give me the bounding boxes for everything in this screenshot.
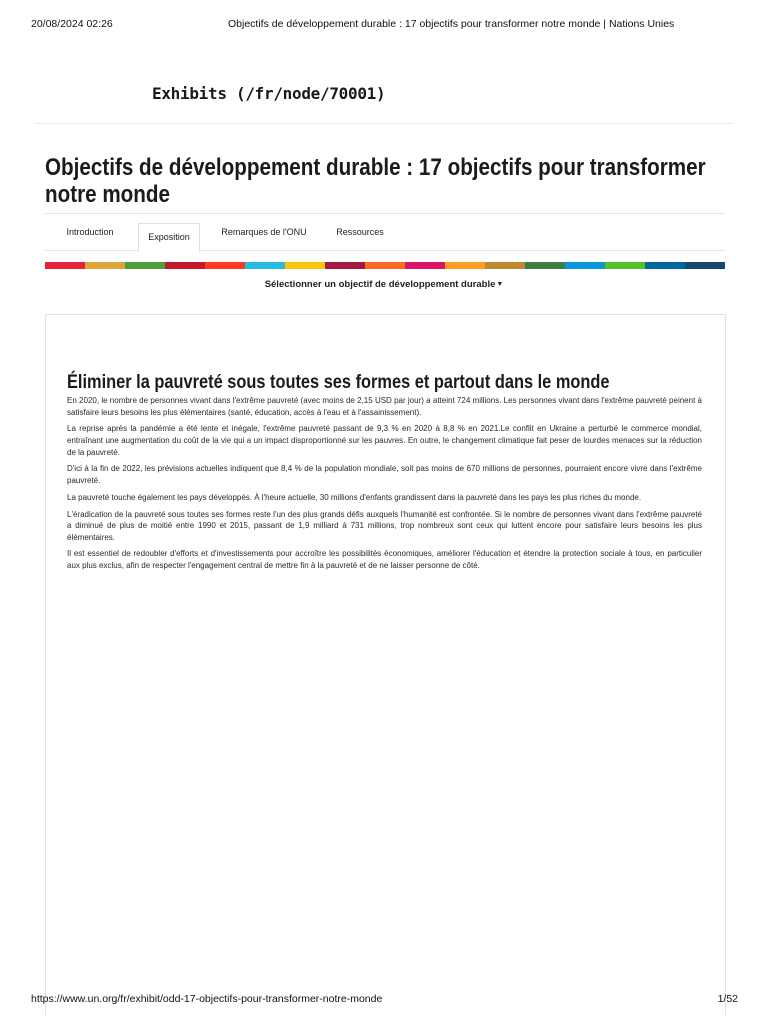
goal-selector-label: Sélectionner un objectif de développement durable	[264, 279, 496, 290]
sdg-color-segment-4	[165, 262, 205, 269]
sdg-color-segment-7	[285, 262, 325, 269]
tab-bar	[45, 213, 725, 251]
goal-heading: Éliminer la pauvreté sous toutes ses formes et partout dans le monde	[67, 371, 610, 393]
sdg-color-segment-9	[365, 262, 405, 269]
sdg-color-segment-5	[205, 262, 245, 269]
sdg-color-segment-6	[245, 262, 285, 269]
goal-paragraph: La reprise après la pandémie a été lente et inégale, l'extrême pauvreté passant de 9,3 % en 2020 à 8,8 % en 2021.Le conflit en Ukraine a perturbé le commerce mondial, entraînant une augmentation du coût de la vie qui a un impact disproportionné sur les pauvres. En outre, le changement climatique fait peser de lourdes menaces sur la réduction de la pauvreté.	[67, 424, 702, 457]
print-datetime: 20/08/2024 02:26	[31, 18, 113, 30]
goal-paragraph: Il est essentiel de redoubler d'efforts et d'investissements pour accroître les possibilités économiques, améliorer l'éducation et étendre la protection sociale à tous, en particulier aux plus exclus, afin de respecter l'engagement central de mettre fin à la pauvreté et de ne laisser personne de côté.	[67, 549, 702, 571]
tab-exposition[interactable]: Exposition	[138, 223, 200, 252]
sdg-color-segment-2	[85, 262, 125, 269]
goal-paragraph: En 2020, le nombre de personnes vivant dans l'extrême pauvreté (avec moins de 2,15 USD par jour) a atteint 724 millions. Les personnes vivant dans l'extrême pauvreté peinent à satisfaire leurs besoins les plus élémentaires (santé, éducation, accès à l'eau et à l'assainissement).	[67, 396, 702, 417]
tab-introduction[interactable]: Introduction	[66, 227, 114, 237]
print-header	[0, 18, 768, 32]
goal-paragraph: D'ici à la fin de 2022, les prévisions actuelles indiquent que 8,4 % de la population mondiale, soit pas moins de 670 millions de personnes, pourraient encore vivre dans l'extrême pauvreté.	[67, 464, 702, 485]
sdg-color-bar	[45, 262, 725, 269]
sdg-color-segment-17	[685, 262, 725, 269]
goal-paragraph: La pauvreté touche également les pays développés. À l'heure actuelle, 30 millions d'enfants grandissent dans la pauvreté dans les pays les plus riches du monde.	[67, 492, 642, 502]
goal-body	[67, 395, 702, 577]
page-title: Objectifs de développement durable : 17 objectifs pour transformer notre monde	[45, 154, 706, 208]
print-page-number: 1/52	[717, 993, 738, 1005]
sdg-color-segment-13	[525, 262, 565, 269]
sdg-color-segment-11	[445, 262, 485, 269]
print-document-title: Objectifs de développement durable : 17 objectifs pour transformer notre monde | Nations Unies	[228, 18, 675, 30]
tab-ressources[interactable]: Ressources	[336, 227, 384, 237]
divider	[34, 123, 734, 124]
sdg-color-segment-1	[45, 262, 85, 269]
sdg-color-segment-8	[325, 262, 365, 269]
sdg-color-segment-16	[645, 262, 685, 269]
exhibits-link[interactable]: Exhibits (/fr/node/70001)	[152, 84, 386, 103]
sdg-color-segment-14	[565, 262, 605, 269]
sdg-color-segment-10	[405, 262, 445, 269]
sdg-color-segment-3	[125, 262, 165, 269]
goal-paragraph: L'éradication de la pauvreté sous toutes ses formes reste l'un des plus grands défis auxquels l'humanité est confrontée. Si le nombre de personnes vivant dans l'extrême pauvreté a diminué de plus de moitié entre 1990 et 2015, passant de 1,9 milliard à 731 millions, trop nombreux sont ceux qui luttent encore pour satisfaire leurs besoins les plus élémentaires.	[67, 509, 702, 542]
caret-down-icon: ▼	[496, 281, 504, 288]
print-footer	[0, 993, 768, 1007]
tab-remarques-onu[interactable]: Remarques de l'ONU	[221, 227, 307, 237]
sdg-color-segment-12	[485, 262, 525, 269]
print-url: https://www.un.org/fr/exhibit/odd-17-objectifs-pour-transformer-notre-monde	[31, 993, 383, 1005]
goal-selector-dropdown[interactable]	[0, 279, 768, 290]
sdg-color-segment-15	[605, 262, 645, 269]
